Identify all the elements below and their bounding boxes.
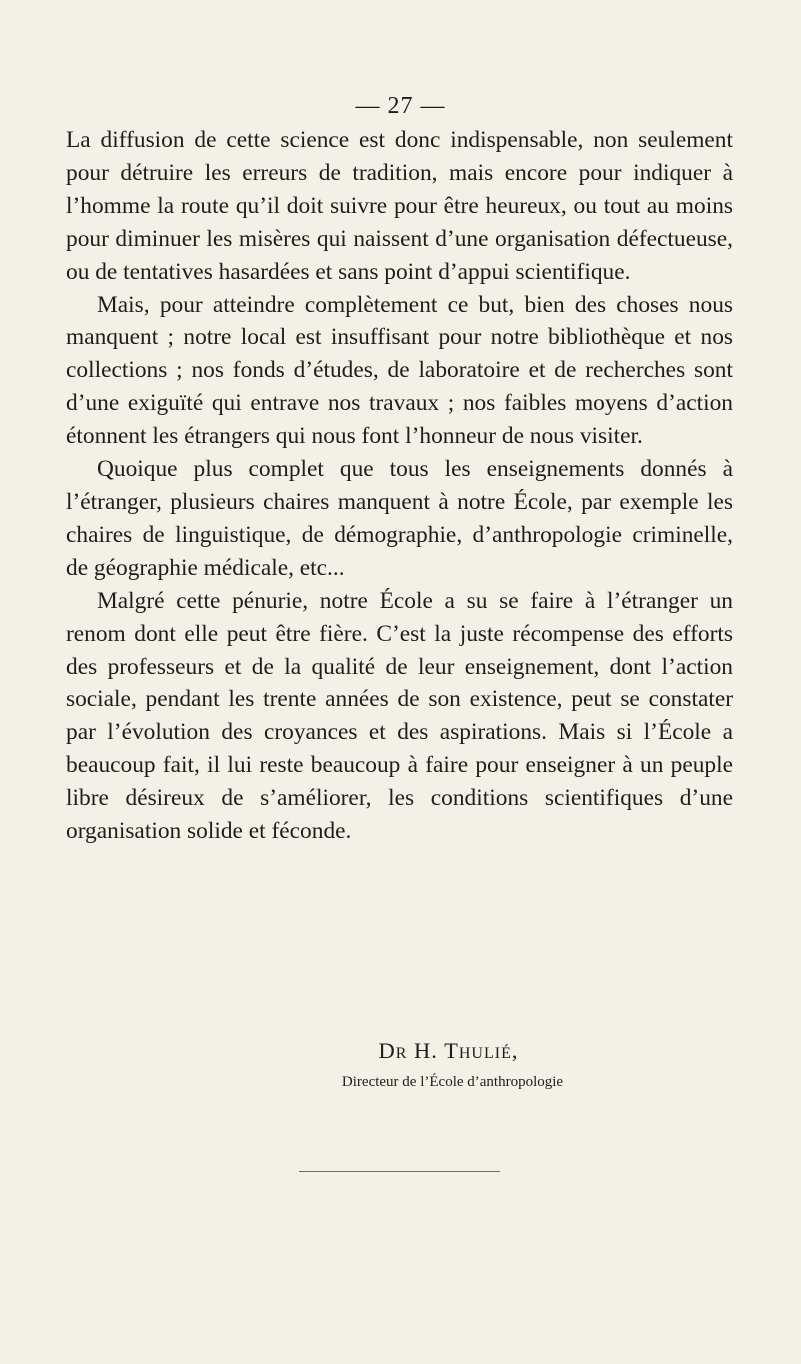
signature-title: Directeur de l’École d’anthropologie [341, 1074, 564, 1090]
page-number: — 27 — [355, 93, 446, 119]
paragraph-2: Mais, pour atteindre complètement ce but, bien des choses nous manquent ; notre local est insuffisant pour notre bibliothèque et nos collections ; nos fonds d’études, de laboratoire et de recherches sont d’une exiguïté qui entrave nos travaux ; nos faibles moyens d’action étonnent les étrangers qui nous font l’honneur de nous visiter. [66, 291, 733, 450]
paragraph-3: Quoique plus complet que tous les enseignements donnés à l’étranger, plusieurs chaires manquent à notre École, par exemple les chaires de linguistique, de démographie, d’anthropologie criminelle, de géographie médicale, etc... [66, 456, 733, 581]
paragraph-4: Malgré cette pénurie, notre École a su se faire à l’étranger un renom dont elle peut être fière. C’est la juste récompense des efforts des professeurs et de la qualité de leur enseignement, dont l’action sociale, pendant les trente années de son existence, peut se constater par l’évolution des croyances et des aspirations. Mais si l’École a beaucoup fait, il lui reste beaucoup à faire pour enseigner à un peuple libre désireux de s’améliorer, les conditions scientifiques d’une organisation solide et féconde. [66, 587, 733, 845]
body-text [66, 124, 733, 848]
paragraph-1: La diffusion de cette science est donc indispensable, non seulement pour détruire les erreurs de tradition, mais encore pour indiquer à l’homme la route qu’il doit suivre pour être heureux, ou tout au moins pour diminuer les misères qui naissent d’une organisation défectueuse, ou de tentatives hasardées et sans point d’appui scientifique. [66, 127, 733, 285]
signature-name: Dr H. Thulié, [378, 1038, 519, 1063]
page-divider [299, 1171, 500, 1172]
